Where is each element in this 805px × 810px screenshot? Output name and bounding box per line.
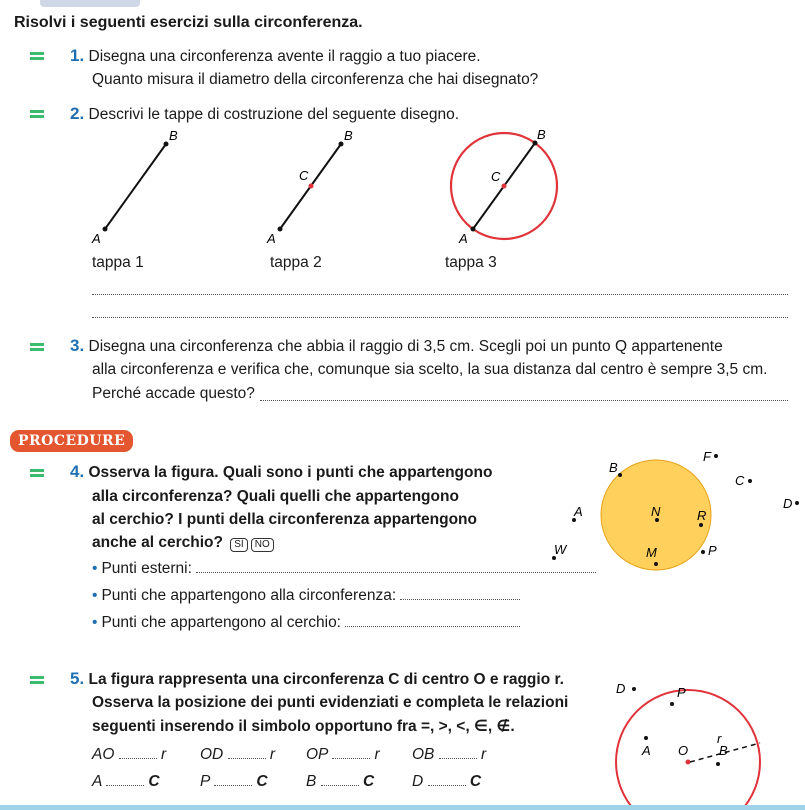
relation-right: r [481,746,487,763]
exercise-2-line1: Descrivi le tappe di costruzione del seguente disegno. [88,106,460,123]
relation-left: P [200,773,210,790]
relation-left: OP [306,746,328,763]
relation-right: r [269,746,276,763]
label-b: B [609,460,618,475]
procedure-badge: PROCEDURE [10,430,133,452]
bullet-circle-points [92,611,520,634]
answer-blank[interactable] [400,585,520,600]
page-title: Risolvi i seguenti esercizi sulla circonferenza. [14,14,363,31]
relation-left: OB [412,746,435,763]
relation-left: A [92,773,102,790]
points-circle-figure [530,445,805,585]
point-d [795,501,799,505]
exercise-5-line2: Osserva la posizione dei punti evidenziati e completa le relazioni [92,694,569,711]
bullet-icon: • [92,560,98,577]
label-w: W [554,542,567,557]
bullet-text: Punti che appartengono alla circonferenza: [101,587,397,604]
exercise-2-number: 2. [70,104,85,123]
label-f: F [703,449,711,464]
relation-right: r [374,746,380,763]
point-b-step1 [164,142,169,147]
point-r [699,523,703,527]
circle-c-figure [590,670,805,805]
label-r: r [717,731,722,746]
label-d: D [783,496,793,511]
exercise-4-line4: anche al cerchio? [92,534,223,551]
point-a-step1 [103,227,108,232]
bottom-decor-band [0,805,805,810]
label-b-step1: B [169,128,178,143]
point-a-step3 [471,227,476,232]
relation-right: C [469,773,482,790]
point-c-step2 [309,184,314,189]
relation-blank[interactable] [332,744,370,759]
exercise-3 [70,334,723,358]
relation-blank[interactable] [439,744,477,759]
relation-blank[interactable] [428,771,466,786]
exercise-1-line2: Quanto misura il diametro della circonferenza che hai disegnato? [92,71,539,88]
exercise-1-number: 1. [70,46,85,65]
segment-ab-step1 [105,144,166,229]
answer-line[interactable] [92,294,788,295]
relation-blank[interactable] [214,771,252,786]
relation-ao [92,743,166,766]
relation-od [200,743,275,766]
point-o [686,760,691,765]
point-b [716,762,720,766]
label-b-step2: B [344,128,353,143]
point-c-step3 [502,184,507,189]
relation-d-c [412,770,481,793]
bullet-text: Punti che appartengono al cerchio: [101,614,341,631]
bullet-icon: • [92,587,98,604]
exercise-4 [70,460,492,484]
bullet-external-points [92,557,596,580]
relation-p-c [200,770,268,793]
exercise-3-line1: Disegna una circonferenza che abbia il raggio di 3,5 cm. Scegli poi un punto Q appartenente [88,338,723,355]
exercise-3-line3: Perché accade questo? [92,385,255,402]
point-a-step2 [278,227,283,232]
point-m [654,562,658,566]
label-o: O [678,743,689,758]
bullet-icon: • [92,614,98,631]
exercise-3-line2: alla circonferenza e verifica che, comunque sia scelto, la sua distanza dal centro è sempre 3,5 cm. [92,361,768,378]
step-label-3: tappa 3 [445,254,497,271]
relation-right: C [256,773,268,790]
relation-right: r [161,746,167,763]
point-p [701,550,705,554]
relation-left: D [412,773,424,790]
exercise-4-line3: al cerchio? I punti della circonferenza appartengono [92,511,477,528]
step-label-2: tappa 2 [270,254,322,271]
bullet-text: Punti esterni: [101,560,192,577]
relation-ob [412,743,486,766]
label-n: N [651,504,661,519]
relation-right: C [362,773,375,790]
exercise-1 [70,44,481,68]
exercise-1-line1: Disegna una circonferenza avente il raggio a tuo piacere. [88,48,481,65]
relation-blank[interactable] [228,744,266,759]
point-b-step2 [339,142,344,147]
point-a [644,736,648,740]
answer-blank[interactable] [345,612,520,627]
point-p [670,702,674,706]
label-a: A [574,504,583,519]
relation-right: C [148,773,160,790]
difficulty-icon [30,469,44,483]
label-a-step2: A [267,231,276,246]
label-a: A [642,743,651,758]
difficulty-icon [30,343,44,357]
label-c-step3: C [491,169,501,184]
exercise-4-line4-row [92,531,274,554]
exercise-3-number: 3. [70,336,85,355]
relation-blank[interactable] [321,771,359,786]
relation-left: B [306,773,317,790]
difficulty-icon [30,52,44,66]
label-a-step1: A [92,231,101,246]
yes-option[interactable]: SÌ [230,538,247,552]
point-f [714,454,718,458]
label-a-step3: A [459,231,468,246]
answer-line[interactable] [92,317,788,318]
label-d: D [616,681,626,696]
relation-b-c [306,770,374,793]
exercise-5 [70,667,564,691]
relation-left: OD [200,746,224,763]
relation-left: AO [92,746,115,763]
top-decor-band [40,0,140,7]
label-p: P [708,543,717,558]
step-label-1: tappa 1 [92,254,144,271]
label-r: R [697,508,707,523]
relation-a-c [92,770,160,793]
exercise-4-line2: alla circonferenza? Quali quelli che appartengono [92,488,459,505]
point-d [632,687,636,691]
relation-blank[interactable] [119,744,157,759]
exercise-2 [70,102,459,126]
exercise-4-line1: Osserva la figura. Quali sono i punti che appartengono [88,464,493,481]
label-m: M [646,545,657,560]
difficulty-icon [30,676,44,690]
label-p: P [677,685,686,700]
exercise-5-line1: La figura rappresenta una circonferenza C di centro O e raggio r. [88,671,564,688]
answer-line[interactable] [260,400,788,401]
label-b-step3: B [537,127,546,142]
no-option[interactable]: NO [251,538,274,552]
exercise-5-number: 5. [70,669,85,688]
point-c [748,479,752,483]
label-c-step2: C [299,168,309,183]
exercise-5-line3: seguenti inserendo il simbolo opportuno fra =, >, <, ∈, ∉. [92,718,515,735]
label-b: B [719,743,728,758]
difficulty-icon [30,110,44,124]
relation-op [306,743,380,766]
label-c: C [735,473,745,488]
point-b [618,473,622,477]
bullet-circumference-points [92,584,520,607]
exercise-4-number: 4. [70,462,85,481]
relation-blank[interactable] [106,771,144,786]
